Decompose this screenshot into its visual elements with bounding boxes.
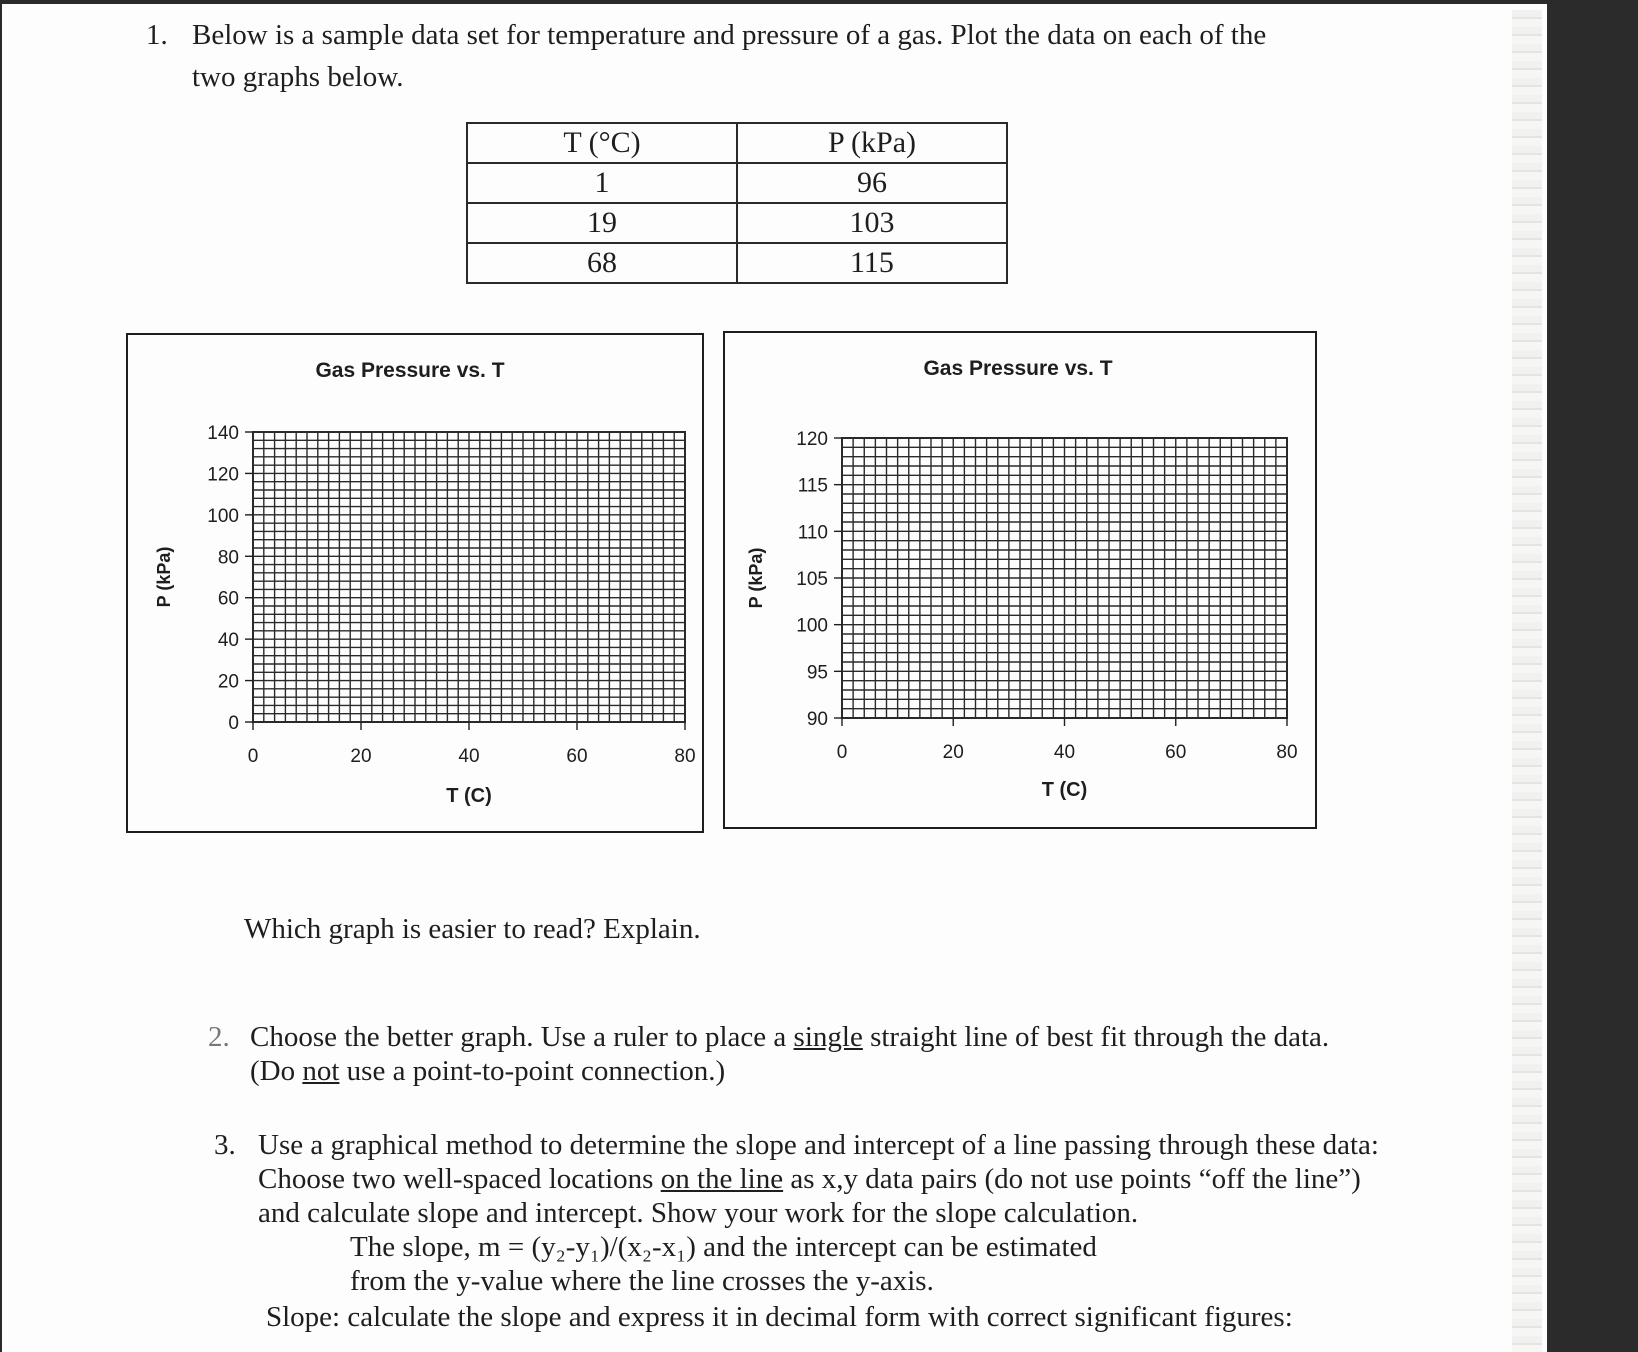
y-tick-label: 20 — [217, 671, 239, 693]
y-axis-label: P (kPa) — [154, 546, 174, 608]
chart-left — [125, 332, 705, 834]
y-tick-label: 120 — [796, 429, 828, 450]
question-2-line-2-text-end: use a point-to-point connection.) — [339, 1055, 726, 1087]
x-tick-label: 40 — [1053, 742, 1076, 763]
question-1-number: 1. — [146, 19, 168, 51]
x-tick-label: 0 — [247, 746, 259, 767]
question-2-emphasis-single: single — [793, 1021, 863, 1053]
y-tick-label: 80 — [217, 547, 239, 569]
question-3-line-2-text-end: as x,y data pairs (do not use points “off the line”) — [783, 1163, 1361, 1195]
x-tick-label: 60 — [566, 746, 588, 767]
x-tick-label: 60 — [1165, 742, 1187, 763]
y-tick-label: 60 — [217, 588, 239, 610]
question-3-line-6: Slope: calculate the slope and express it in decimal form with correct significant figures: — [266, 1301, 1293, 1333]
table-cell: 103 — [737, 203, 1007, 243]
y-tick-label: 95 — [806, 662, 828, 684]
y-tick-label: 105 — [796, 569, 828, 590]
question-3-line-1: Use a graphical method to determine the slope and intercept of a line passing through these data: — [258, 1129, 1379, 1161]
y-tick-label: 115 — [797, 475, 828, 497]
table-header-row — [467, 123, 1007, 163]
table-row — [467, 243, 1007, 283]
question-2-line-1-text-end: straight line of best fit through the data. — [862, 1021, 1330, 1053]
question-1-line-2: two graphs below. — [192, 61, 404, 93]
question-2-line-1-text: Choose the better graph. Use a ruler to place a — [250, 1021, 794, 1053]
x-tick-label: 20 — [942, 742, 964, 763]
y-tick-label: 90 — [806, 709, 828, 730]
y-tick-label: 110 — [797, 522, 828, 544]
table-cell: 96 — [737, 163, 1007, 203]
table-row — [467, 163, 1007, 203]
y-tick-label: 0 — [228, 713, 239, 734]
y-tick-label: 40 — [217, 630, 239, 652]
question-3-line-3: and calculate slope and intercept. Show your work for the slope calculation. — [258, 1197, 1139, 1229]
question-2-line-2 — [250, 1054, 725, 1089]
chart-title: Gas Pressure vs. T — [315, 359, 505, 382]
table-cell: 115 — [737, 243, 1007, 283]
chart-title: Gas Pressure vs. T — [923, 357, 1113, 380]
table-cell: 1 — [467, 163, 737, 203]
explain-prompt: Which graph is easier to read? Explain. — [244, 913, 701, 945]
y-tick-label: 120 — [207, 464, 239, 486]
table-cell: 19 — [467, 203, 737, 243]
question-2-line-1 — [250, 1020, 1329, 1055]
question-3-line-2 — [258, 1162, 1361, 1197]
question-3-line-5: from the y-value where the line crosses the y-axis. — [350, 1265, 934, 1297]
question-3-number: 3. — [214, 1129, 236, 1161]
question-2-emphasis-not: not — [302, 1055, 340, 1087]
question-3-line-2-text: Choose two well-spaced locations — [258, 1163, 661, 1195]
x-tick-label: 80 — [1276, 742, 1298, 763]
y-axis-label: P (kPa) — [746, 547, 766, 609]
x-tick-label: 80 — [674, 746, 696, 767]
data-table — [466, 122, 1008, 284]
question-2-number: 2. — [208, 1021, 230, 1053]
x-axis-label: T (C) — [446, 785, 492, 807]
table-cell: 68 — [467, 243, 737, 283]
table-row — [467, 203, 1007, 243]
question-3-emphasis-on-the-line: on the line — [660, 1163, 784, 1195]
y-tick-label: 100 — [796, 615, 828, 637]
question-3-line-4: The slope, m = (y₂-y₁)/(x₂-x₁) and the intercept can be estimated — [350, 1231, 1097, 1263]
y-tick-label: 140 — [207, 423, 239, 444]
x-tick-label: 40 — [458, 746, 480, 767]
question-1-line-1: Below is a sample data set for temperature and pressure of a gas. Plot the data on each of the — [192, 19, 1267, 51]
x-axis-label: T (C) — [1041, 779, 1088, 801]
x-tick-label: 0 — [836, 742, 848, 763]
table-header-temperature: T (°C) — [467, 123, 737, 163]
y-tick-label: 100 — [207, 505, 239, 527]
table-header-pressure: P (kPa) — [737, 123, 1007, 163]
binder-edge — [1512, 10, 1542, 1352]
question-2-line-2-text: (Do — [250, 1055, 303, 1087]
chart-right — [722, 330, 1318, 830]
x-tick-label: 20 — [350, 746, 372, 767]
